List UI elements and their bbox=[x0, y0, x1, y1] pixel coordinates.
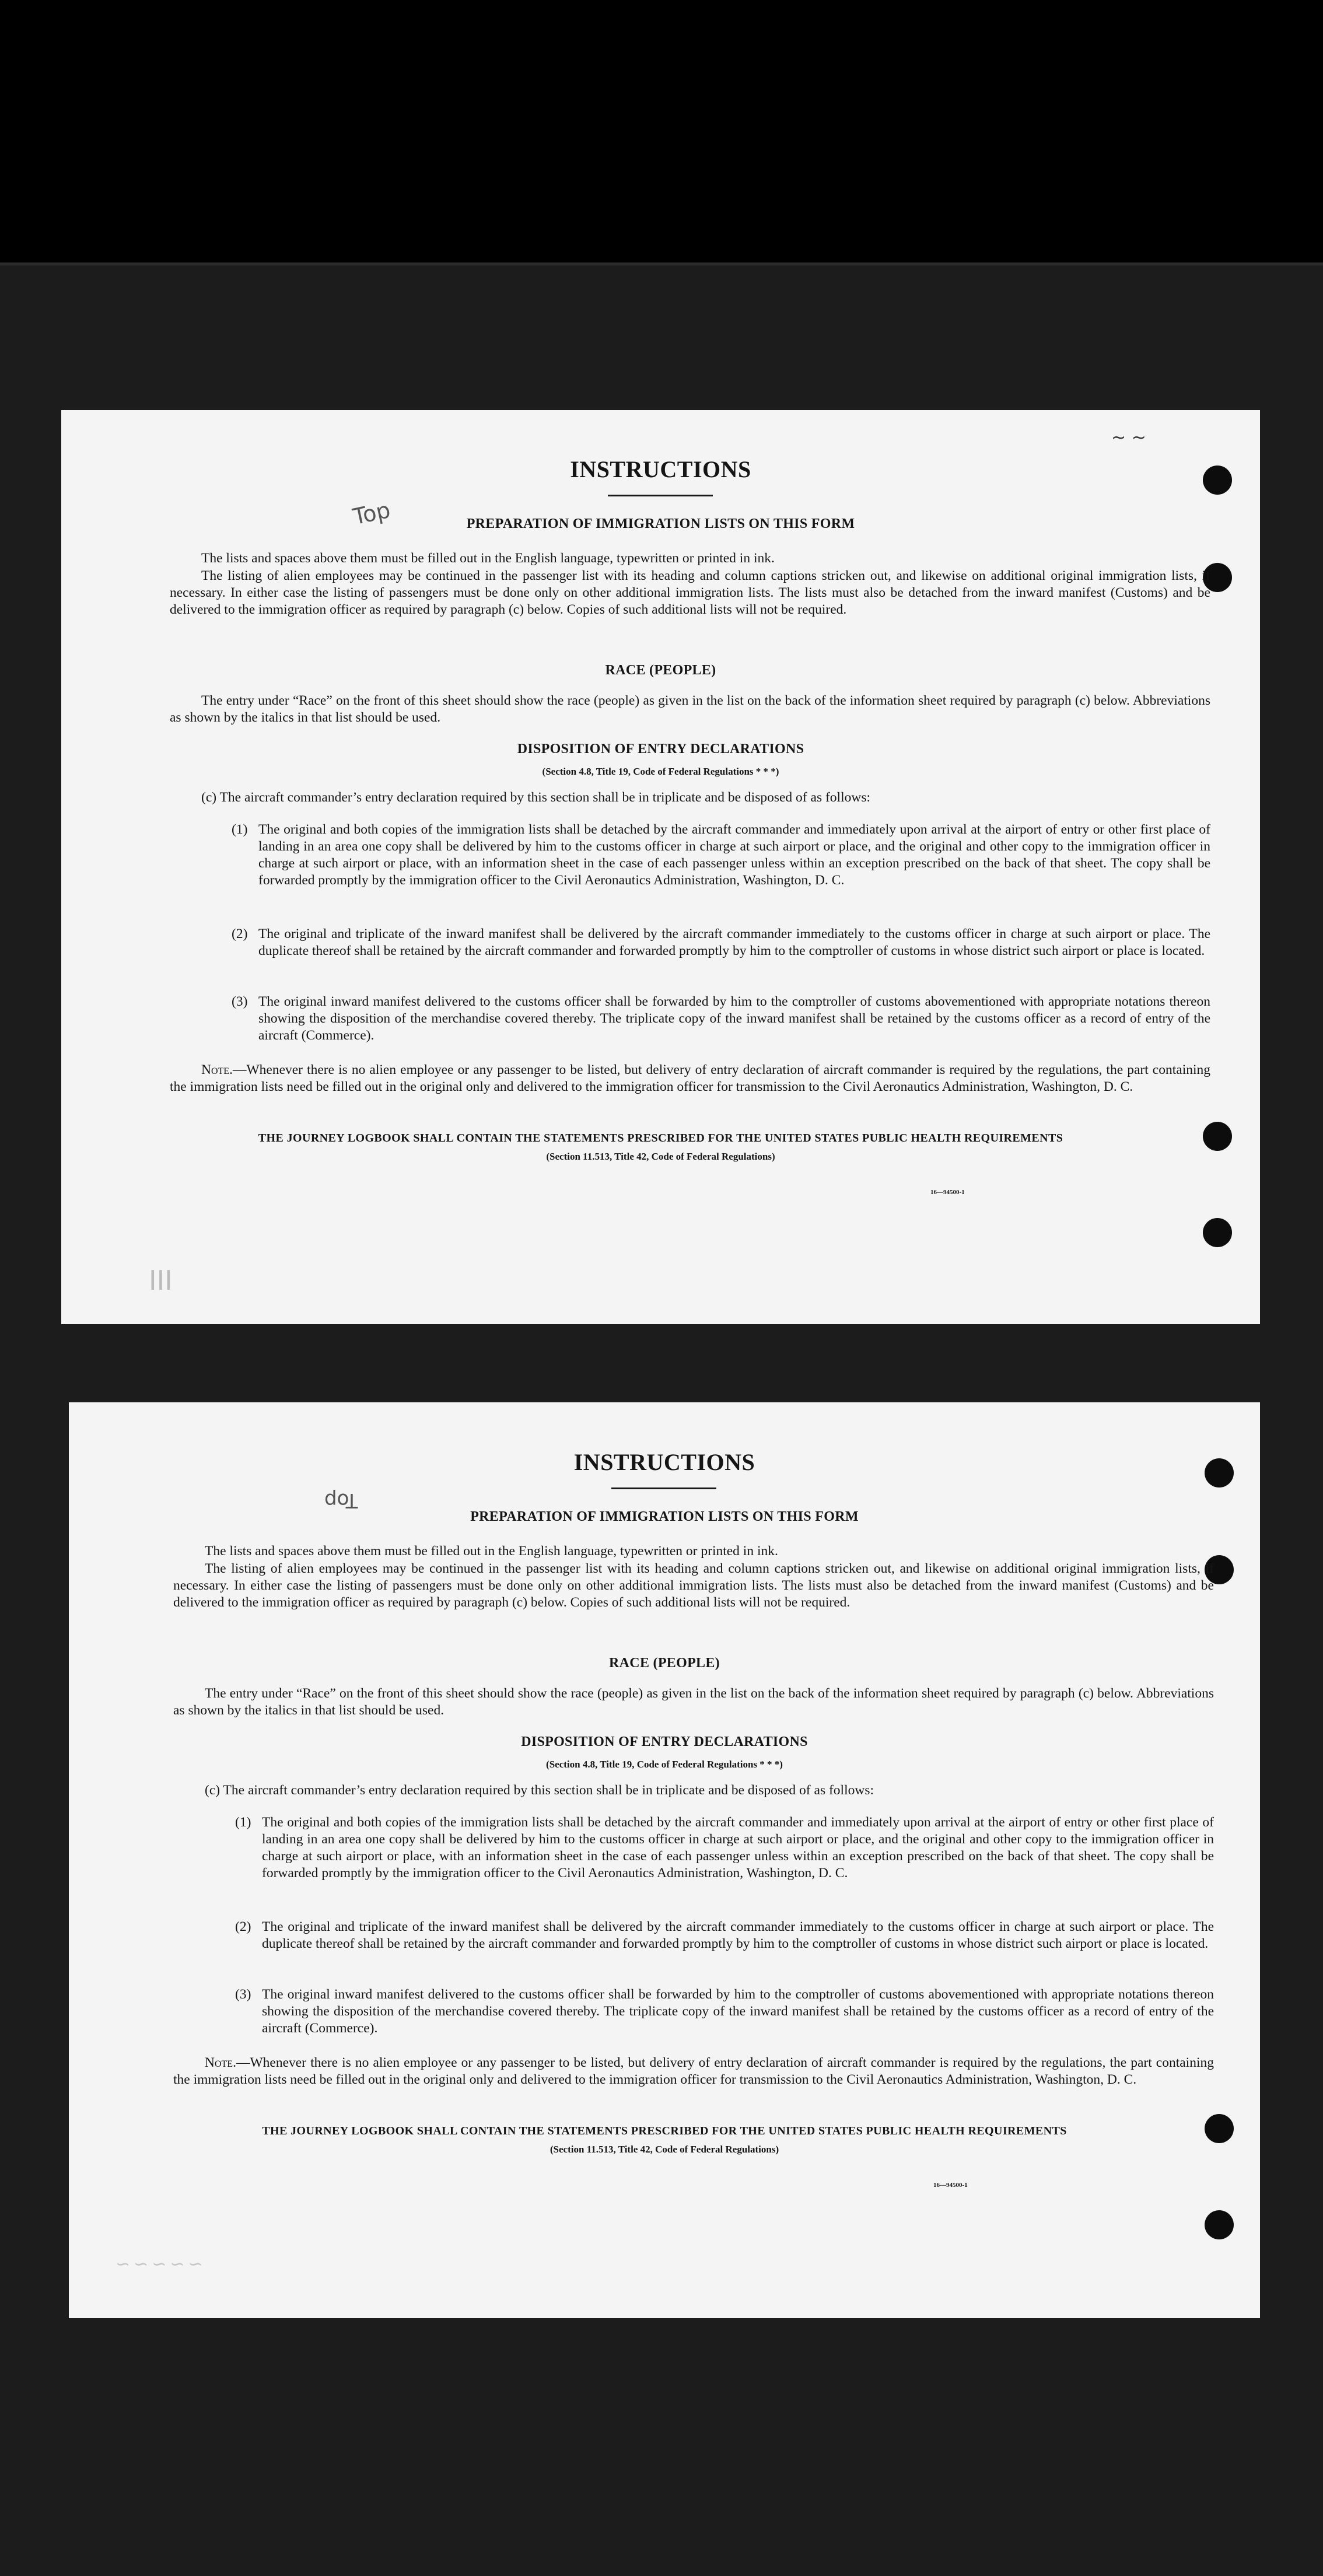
paragraph-prep-1: The lists and spaces above them must be filled out in the English language, typewritten or printed in ink. bbox=[205, 1544, 778, 1559]
logbook-reference: (Section 11.513, Title 42, Code of Federal Regulations) bbox=[550, 2144, 779, 2155]
pencil-mark: ~ ~ bbox=[1111, 428, 1146, 448]
note-text: —Whenever there is no alien employee or any passenger to be listed, but delivery of entry declaration of aircraft commander is required by the regulations, the part containing the immigration lists need be filled out in the original only and delivered to the immigration officer for transmission to the Civil Aeronautics Administration, Washington, D. C. bbox=[173, 2055, 1214, 2087]
faint-mark: ⅠⅠⅠ bbox=[149, 1265, 173, 1296]
punch-hole bbox=[1205, 2210, 1234, 2239]
item-number-1: (1) bbox=[232, 822, 248, 837]
section-heading-disposition: DISPOSITION OF ENTRY DECLARATIONS bbox=[521, 1734, 808, 1749]
item-number-2: (2) bbox=[232, 926, 248, 942]
item-number-3: (3) bbox=[235, 1987, 251, 2002]
note-label: Note. bbox=[201, 1062, 233, 1077]
item-3: The original inward manifest delivered to the customs officer shall be forwarded by him to the comptroller of customs abovementioned with appropriate notations thereon showing the disposition of the merchandise covered thereby. The triplicate copy of the inward manifest shall be retained by the customs officer as a record of entry of the aircraft (Commerce). bbox=[262, 1987, 1214, 2036]
paragraph-prep-1: The lists and spaces above them must be filled out in the English language, typewritten or printed in ink. bbox=[201, 551, 775, 566]
form-number: 16—94500-1 bbox=[933, 2182, 968, 2189]
paragraph-c: (c) The aircraft commander’s entry declaration required by this section shall be in triplicate and be disposed of as follows: bbox=[205, 1783, 874, 1798]
item-2: The original and triplicate of the inward manifest shall be delivered by the aircraft commander immediately to the customs officer in charge at such airport or place. The duplicate thereof shall be retained by the aircraft commander and forwarded promptly by him to the comptroller of customs in whose district such airport or place is located. bbox=[258, 926, 1210, 958]
paragraph-race: The entry under “Race” on the front of this sheet should show the race (people) as given in the list on the back of the information sheet required by paragraph (c) below. Abbreviations as shown by the italics in that list should be used. bbox=[170, 693, 1210, 725]
item-3: The original inward manifest delivered to the customs officer shall be forwarded by him to the comptroller of customs abovementioned with appropriate notations thereon showing the disposition of the merchandise covered thereby. The triplicate copy of the inward manifest shall be retained by the customs officer as a record of entry of the aircraft (Commerce). bbox=[258, 994, 1210, 1043]
note-label: Note. bbox=[205, 2055, 236, 2070]
page-title: INSTRUCTIONS bbox=[573, 1449, 755, 1475]
note-paragraph bbox=[173, 2054, 1214, 2088]
page-title: INSTRUCTIONS bbox=[570, 456, 751, 482]
item-1: The original and both copies of the immigration lists shall be detached by the aircraft commander and immediately upon arrival at the airport of entry or other first place of landing in an area one copy shall be delivered by him to the customs officer in charge at such airport or place, and the original and other copy to the immigration officer in charge at such airport or place, with an information sheet in the case of each passenger unless within an exception prescribed on the back of that sheet. The copy shall be forwarded promptly by the immigration officer to the Civil Aeronautics Administration, Washington, D. C. bbox=[258, 822, 1210, 888]
disposition-reference: (Section 4.8, Title 19, Code of Federal Regulations * * *) bbox=[546, 1759, 783, 1770]
logbook-reference: (Section 11.513, Title 42, Code of Federal Regulations) bbox=[546, 1151, 775, 1162]
logbook-statement: THE JOURNEY LOGBOOK SHALL CONTAIN THE STATEMENTS PRESCRIBED FOR THE UNITED STATES PUBLIC HEALTH REQUIREMENTS bbox=[262, 2124, 1067, 2137]
handwritten-mark: Top bbox=[324, 1489, 358, 1512]
note-paragraph bbox=[170, 1062, 1210, 1096]
disposition-reference: (Section 4.8, Title 19, Code of Federal Regulations * * *) bbox=[542, 766, 779, 777]
item-number-2: (2) bbox=[235, 1919, 251, 1934]
instruction-sheet-2 bbox=[69, 1402, 1260, 2318]
form-number: 16—94500-1 bbox=[930, 1189, 965, 1196]
section-heading-race: RACE (PEOPLE) bbox=[609, 1656, 720, 1671]
section-heading-disposition: DISPOSITION OF ENTRY DECLARATIONS bbox=[517, 741, 804, 757]
paragraph-prep-2: The listing of alien employees may be continued in the passenger list with its heading and column captions stricken out, and likewise on additional original immigration lists, if necessary. In either case the listing of passengers must be done only on other additional immigration lists. The lists must also be detached from the inward manifest (Customs) and be delivered to the immigration officer as required by paragraph (c) below. Copies of such additional lists will not be required. bbox=[170, 568, 1210, 617]
logbook-statement: THE JOURNEY LOGBOOK SHALL CONTAIN THE STATEMENTS PRESCRIBED FOR THE UNITED STATES PUBLIC HEALTH REQUIREMENTS bbox=[258, 1132, 1063, 1144]
section-heading-preparation: PREPARATION OF IMMIGRATION LISTS ON THIS FORM bbox=[466, 516, 855, 531]
instruction-sheet-1 bbox=[61, 410, 1260, 1324]
note-text: —Whenever there is no alien employee or any passenger to be listed, but delivery of entry declaration of aircraft commander is required by the regulations, the part containing the immigration lists need be filled out in the original only and delivered to the immigration officer for transmission to the Civil Aeronautics Administration, Washington, D. C. bbox=[170, 1062, 1210, 1094]
handwritten-mark: Top bbox=[351, 496, 393, 530]
item-2: The original and triplicate of the inward manifest shall be delivered by the aircraft commander immediately to the customs officer in charge at such airport or place. The duplicate thereof shall be retained by the aircraft commander and forwarded promptly by him to the comptroller of customs in whose district such airport or place is located. bbox=[262, 1919, 1214, 1951]
item-number-1: (1) bbox=[235, 1815, 251, 1830]
section-heading-race: RACE (PEOPLE) bbox=[605, 663, 716, 678]
faint-mark: ∽∽∽∽∽ bbox=[116, 2254, 206, 2274]
section-heading-preparation: PREPARATION OF IMMIGRATION LISTS ON THIS FORM bbox=[470, 1509, 859, 1524]
paragraph-prep-2: The listing of alien employees may be continued in the passenger list with its heading and column captions stricken out, and likewise on additional original immigration lists, if necessary. In either case the listing of passengers must be done only on other additional immigration lists. The lists must also be detached from the inward manifest (Customs) and be delivered to the immigration officer as required by paragraph (c) below. Copies of such additional lists will not be required. bbox=[173, 1561, 1214, 1610]
title-underline bbox=[608, 495, 713, 496]
paragraph-race: The entry under “Race” on the front of this sheet should show the race (people) as given in the list on the back of the information sheet required by paragraph (c) below. Abbreviations as shown by the italics in that list should be used. bbox=[173, 1686, 1214, 1718]
item-1: The original and both copies of the immigration lists shall be detached by the aircraft commander and immediately upon arrival at the airport of entry or other first place of landing in an area one copy shall be delivered by him to the customs officer in charge at such airport or place, and the original and other copy to the immigration officer in charge at such airport or place, with an information sheet in the case of each passenger unless within an exception prescribed on the back of that sheet. The copy shall be forwarded promptly by the immigration officer to the Civil Aeronautics Administration, Washington, D. C. bbox=[262, 1815, 1214, 1881]
punch-hole bbox=[1203, 1218, 1232, 1247]
item-number-3: (3) bbox=[232, 994, 248, 1009]
title-underline bbox=[611, 1488, 716, 1489]
paragraph-c: (c) The aircraft commander’s entry declaration required by this section shall be in triplicate and be disposed of as follows: bbox=[201, 790, 870, 805]
